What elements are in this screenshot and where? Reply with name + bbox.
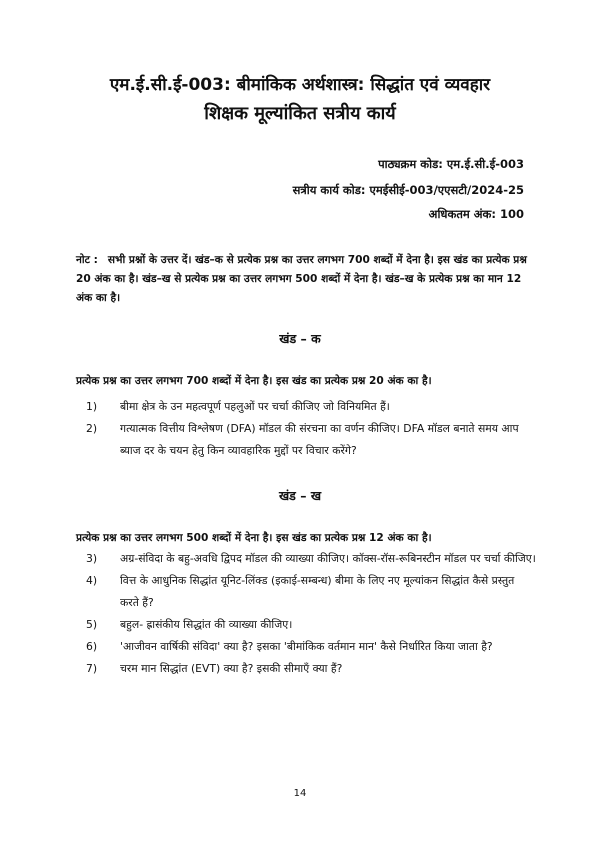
document-title: एम.ई.सी.ई-003: बीमांकिक अर्थशास्त्र: सिद्धांत एवं व्यवहार: [109, 75, 491, 95]
question-number: 1): [86, 400, 98, 413]
question-number: 7): [86, 662, 98, 675]
question-number: 2): [86, 422, 98, 435]
note-text: सभी प्रश्नों के उत्तर दें। खंड–क से प्रत्येक प्रश्न का उत्तर लगभग 700 शब्दों में देना है। इस खंड का प्रत्येक प्रश्न 20 अंक का है। खंड–ख से प्रत्येक प्रश्न का उत्तर लगभग 500 शब्दों में देना है। खंड–ख के प्रत्येक प्रश्न का मान 12 अंक का है।: [76, 254, 527, 304]
question-number: 6): [86, 640, 98, 653]
section-b-heading: खंड – ख: [278, 488, 322, 503]
question-item: [76, 418, 536, 462]
instructions-note: [76, 251, 528, 308]
question-text: अग्र-संविदा के बहु-अवधि द्विपद मॉडल की व्याख्या कीजिए। कॉक्स-रॉस-रूबिनस्टीन मॉडल पर चर्चा कीजिए।: [120, 552, 536, 565]
question-text: वित्त के आधुनिक सिद्धांत यूनिट-लिंक्ड (इकाई-सम्बन्ध) बीमा के लिए नए मूल्यांकन सिद्धांत कैसे प्रस्तुत करते हैं?: [120, 574, 515, 609]
section-b-intro: प्रत्येक प्रश्न का उत्तर लगभग 500 शब्दों में देना है। इस खंड का प्रत्येक प्रश्न 12 अंक का है।: [76, 532, 432, 544]
section-a-heading: खंड – क: [279, 331, 321, 346]
question-text: चरम मान सिद्धांत (EVT) क्या है? इसकी सीमाएँ क्या हैं?: [120, 662, 343, 675]
question-item: [76, 548, 536, 570]
question-item: [76, 658, 536, 680]
question-text: बहुल- ह्रासंकीय सिद्धांत की व्याख्या कीजिए।: [120, 618, 293, 631]
section-b-questions: [76, 548, 536, 680]
question-text: गत्यात्मक वित्तीय विश्लेषण (DFA) मॉडल की संरचना का वर्णन कीजिए। DFA मॉडल बनाते समय आप ब्याज दर के चयन हेतु किन व्यावहारिक मुद्दों पर विचार करेंगे?: [120, 422, 519, 457]
course-code: पाठ्यक्रम कोड: एम.ई.सी.ई-003: [378, 157, 524, 171]
section-a-questions: [76, 396, 536, 462]
document-subtitle: शिक्षक मूल्यांकित सत्रीय कार्य: [204, 103, 396, 124]
question-text: 'आजीवन वार्षिकी संविदा' क्या है? इसका 'बीमांकिक वर्तमान मान' कैसे निर्धारित किया जाता है?: [120, 640, 493, 653]
question-item: [76, 614, 536, 636]
question-item: [76, 396, 536, 418]
question-text: बीमा क्षेत्र के उन महत्वपूर्ण पहलुओं पर चर्चा कीजिए जो विनियमित हैं।: [120, 400, 390, 413]
section-a-intro: प्रत्येक प्रश्न का उत्तर लगभग 700 शब्दों में देना है। इस खंड का प्रत्येक प्रश्न 20 अंक का है।: [76, 375, 432, 387]
question-item: [76, 570, 536, 614]
assignment-code: सत्रीय कार्य कोड: एमईसीई-003/एएसटी/2024-25: [292, 183, 524, 197]
question-number: 5): [86, 618, 98, 631]
page-number: 14: [293, 788, 307, 799]
question-number: 4): [86, 574, 98, 587]
question-item: [76, 636, 536, 658]
max-marks: अधिकतम अंक: 100: [428, 207, 524, 221]
question-number: 3): [86, 552, 98, 565]
note-label: नोट :: [76, 254, 98, 266]
